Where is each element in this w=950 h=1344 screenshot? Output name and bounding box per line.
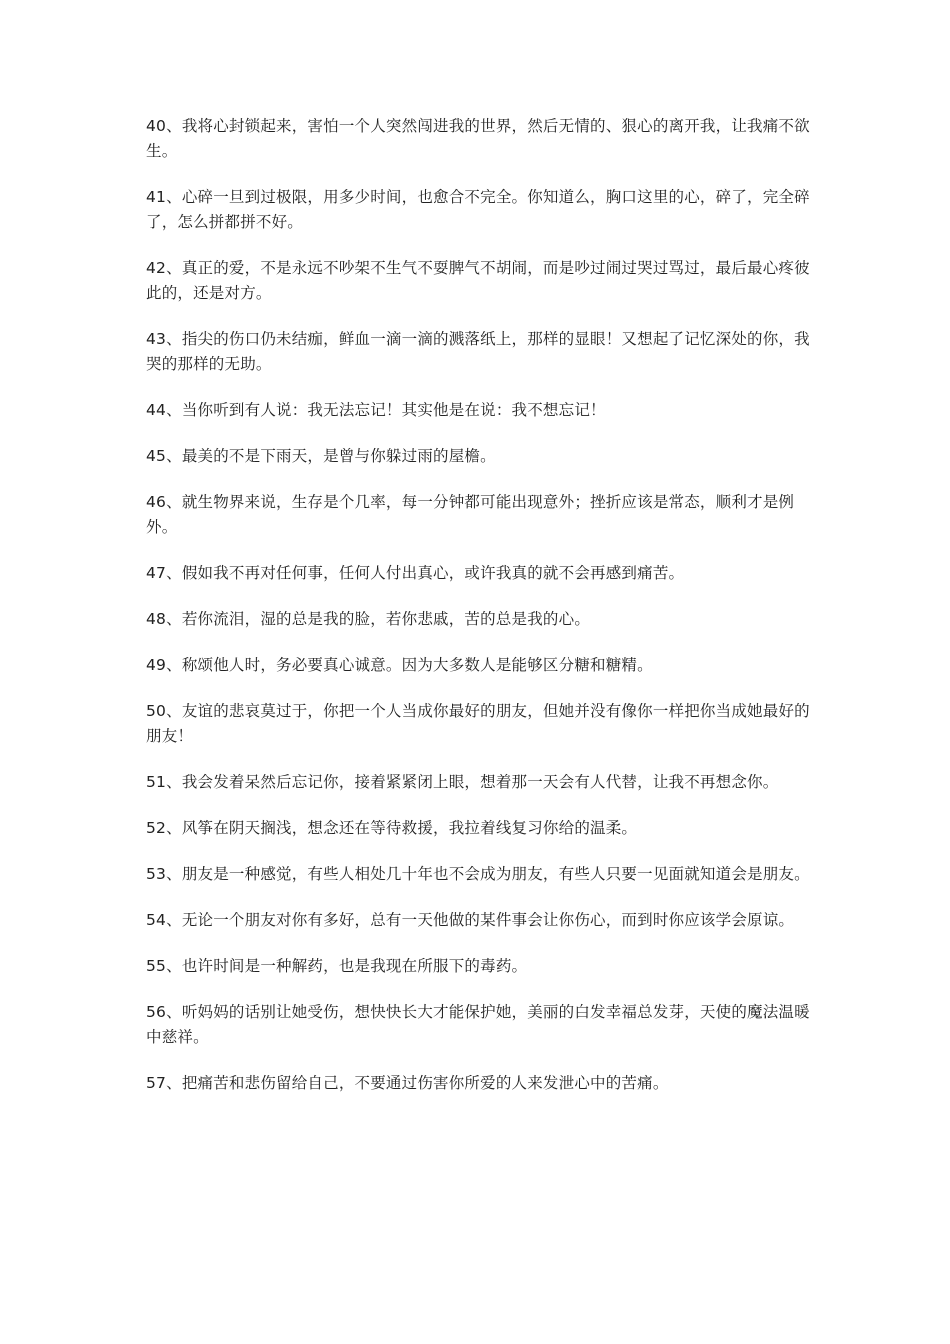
paragraph-55: 55、也许时间是一种解药，也是我现在所服下的毒药。 xyxy=(146,957,528,975)
paragraph-42: 42、真正的爱，不是永远不吵架不生气不耍脾气不胡闹，而是吵过闹过哭过骂过，最后最心疼彼此的，还是对方。 xyxy=(146,259,810,302)
paragraph-45: 45、最美的不是下雨天，是曾与你躲过雨的屋檐。 xyxy=(146,447,496,465)
paragraph-41: 41、心碎一旦到过极限，用多少时间，也愈合不完全。你知道么，胸口这里的心，碎了，完全碎了，怎么拼都拼不好。 xyxy=(146,188,810,231)
paragraph-46: 46、就生物界来说，生存是个几率，每一分钟都可能出现意外；挫折应该是常态，顺利才是例外。 xyxy=(146,493,795,536)
paragraph-43: 43、指尖的伤口仍未结痂，鲜血一滴一滴的溅落纸上，那样的显眼！又想起了记忆深处的你，我哭的那样的无助。 xyxy=(146,330,810,373)
paragraph-54: 54、无论一个朋友对你有多好，总有一天他做的某件事会让你伤心，而到时你应该学会原谅。 xyxy=(146,911,795,929)
paragraph-52: 52、风筝在阴天搁浅，想念还在等待救援，我拉着线复习你给的温柔。 xyxy=(146,819,638,837)
paragraph-48: 48、若你流泪，湿的总是我的脸，若你悲戚，苦的总是我的心。 xyxy=(146,610,591,628)
paragraph-56: 56、听妈妈的话别让她受伤，想快快长大才能保护她，美丽的白发幸福总发芽，天使的魔法温暖中慈祥。 xyxy=(146,1003,810,1046)
paragraph-53: 53、朋友是一种感觉，有些人相处几十年也不会成为朋友，有些人只要一见面就知道会是朋友。 xyxy=(146,865,810,883)
paragraph-57: 57、把痛苦和悲伤留给自己，不要通过伤害你所爱的人来发泄心中的苦痛。 xyxy=(146,1074,669,1092)
paragraph-51: 51、我会发着呆然后忘记你，接着紧紧闭上眼，想着那一天会有人代替，让我不再想念你。 xyxy=(146,773,779,791)
paragraph-47: 47、假如我不再对任何事，任何人付出真心，或许我真的就不会再感到痛苦。 xyxy=(146,564,685,582)
paragraph-44: 44、当你听到有人说：我无法忘记！其实他是在说：我不想忘记！ xyxy=(146,401,606,419)
document-body xyxy=(146,114,812,1117)
paragraph-40: 40、我将心封锁起来，害怕一个人突然闯进我的世界，然后无情的、狠心的离开我，让我痛不欲生。 xyxy=(146,117,810,160)
paragraph-50: 50、友谊的悲哀莫过于，你把一个人当成你最好的朋友，但她并没有像你一样把你当成她最好的朋友！ xyxy=(146,702,810,745)
paragraph-49: 49、称颂他人时，务必要真心诚意。因为大多数人是能够区分糖和糖精。 xyxy=(146,656,653,674)
